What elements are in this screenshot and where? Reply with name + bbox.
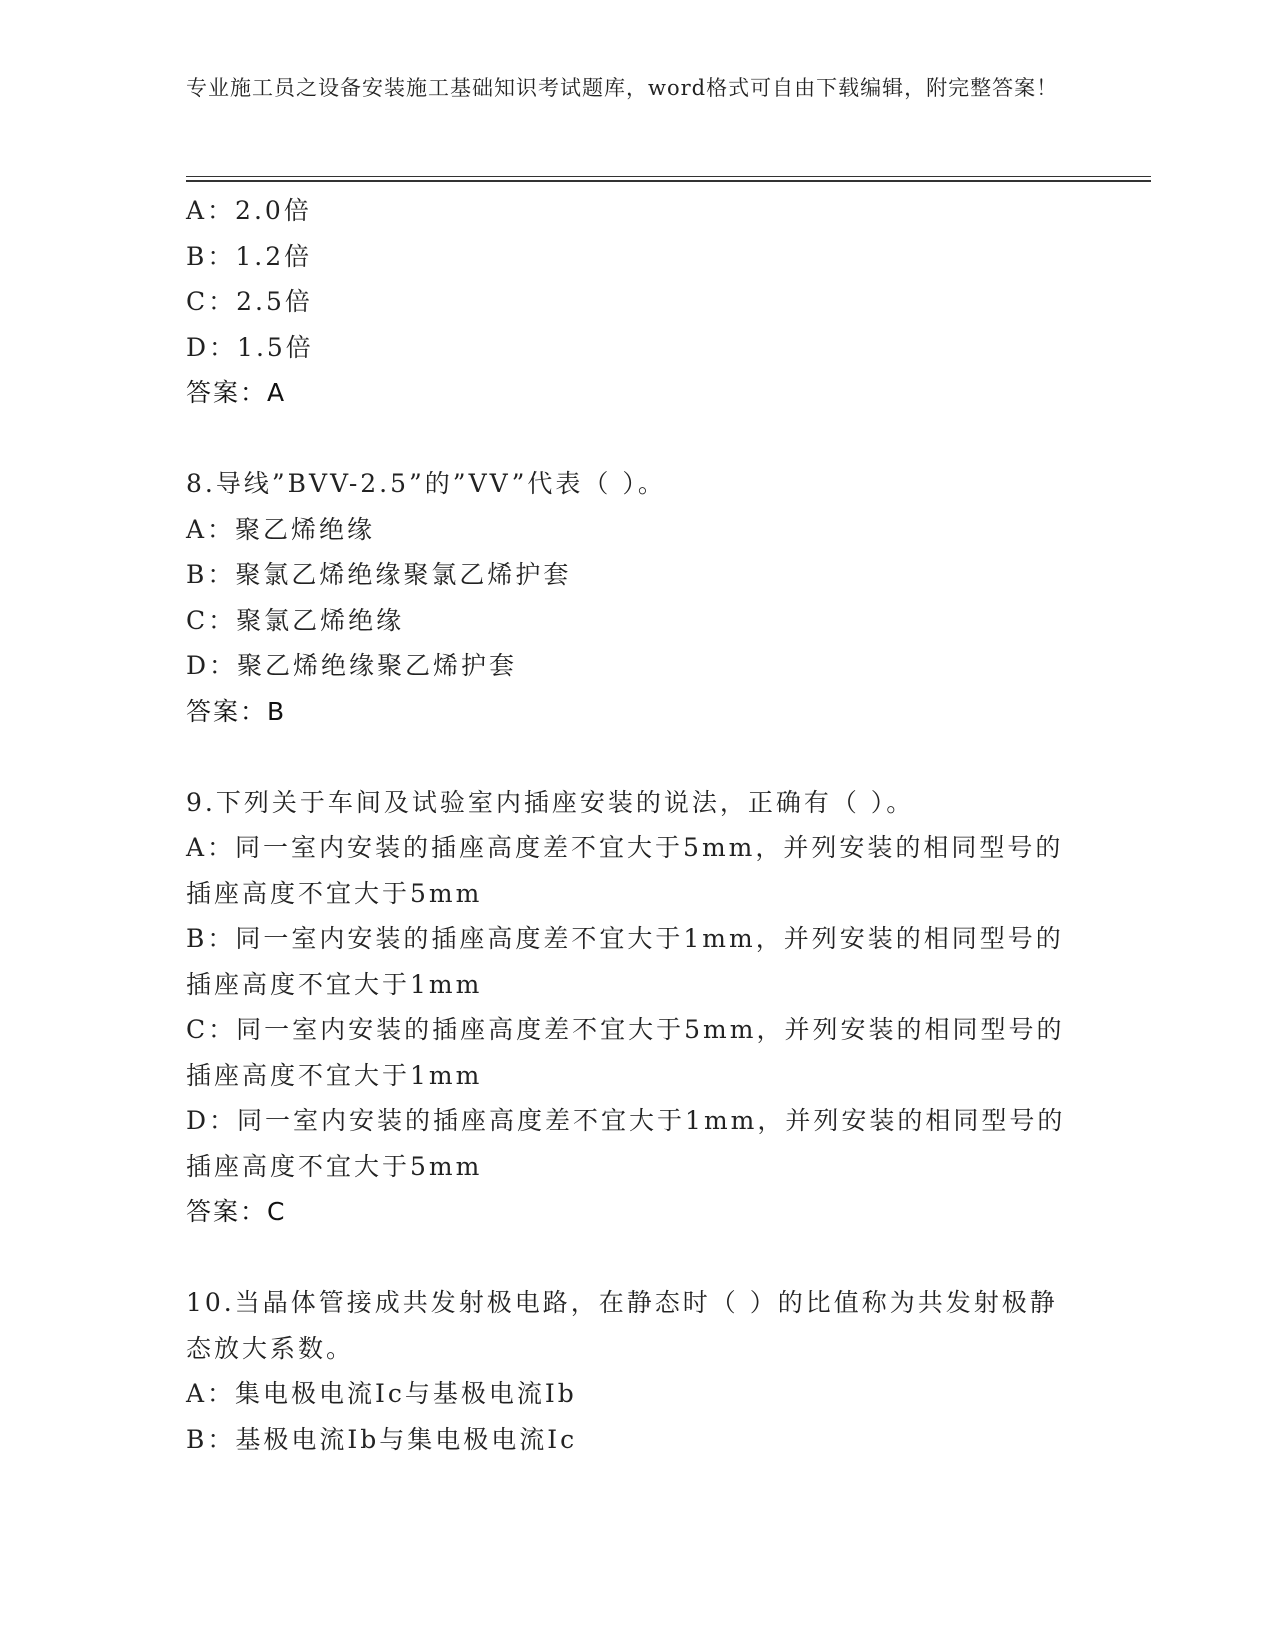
option-c: C：聚氯乙烯绝缘	[186, 605, 405, 635]
option-c: C：同一室内安装的插座高度差不宜大于5mm，并列安装的相同型号的插座高度不宜大于1mm	[186, 1015, 1065, 1090]
question-list	[186, 188, 1066, 1462]
option-b: B：基极电流Ib与集电极电流Ic	[186, 1424, 578, 1454]
question-block-9	[186, 780, 1066, 1235]
spacer	[186, 1235, 1066, 1281]
answer-line: 答案：A	[186, 378, 287, 407]
spacer	[186, 416, 1066, 462]
question-text: 8.导线”BVV-2.5”的”VV”代表（ ）。	[186, 469, 666, 498]
question-block-10	[186, 1280, 1066, 1462]
option-a: A：聚乙烯绝缘	[186, 514, 376, 544]
option-a: A：同一室内安装的插座高度差不宜大于5mm，并列安装的相同型号的插座高度不宜大于5mm	[186, 833, 1064, 908]
header-divider-thin	[186, 176, 1151, 177]
page-header-title: 专业施工员之设备安装施工基础知识考试题库，word格式可自由下载编辑，附完整答案！	[186, 76, 1059, 100]
answer-line: 答案：C	[186, 1197, 287, 1226]
option-d: D：同一室内安装的插座高度差不宜大于1mm，并列安装的相同型号的插座高度不宜大于5mm	[186, 1106, 1066, 1181]
question-text: 9.下列关于车间及试验室内插座安装的说法，正确有（ ）。	[186, 787, 915, 817]
spacer	[186, 734, 1066, 780]
option-b: B：聚氯乙烯绝缘聚氯乙烯护套	[186, 560, 572, 589]
question-block-8	[186, 461, 1066, 734]
option-d: D：聚乙烯绝缘聚乙烯护套	[186, 651, 518, 680]
option-a: A：2.0倍	[186, 196, 312, 225]
option-a: A：集电极电流Ic与基极电流Ib	[186, 1379, 577, 1408]
question-block-7	[186, 188, 1066, 416]
option-b: B：1.2倍	[186, 241, 313, 271]
question-text: 10.当晶体管接成共发射极电路，在静态时（ ）的比值称为共发射极静态放大系数。	[186, 1288, 1058, 1363]
option-c: C：2.5倍	[186, 287, 313, 316]
option-b: B：同一室内安装的插座高度差不宜大于1mm，并列安装的相同型号的插座高度不宜大于1mm	[186, 924, 1064, 999]
option-d: D：1.5倍	[186, 332, 314, 362]
answer-line: 答案：B	[186, 696, 287, 726]
header-divider-thick	[186, 180, 1151, 182]
